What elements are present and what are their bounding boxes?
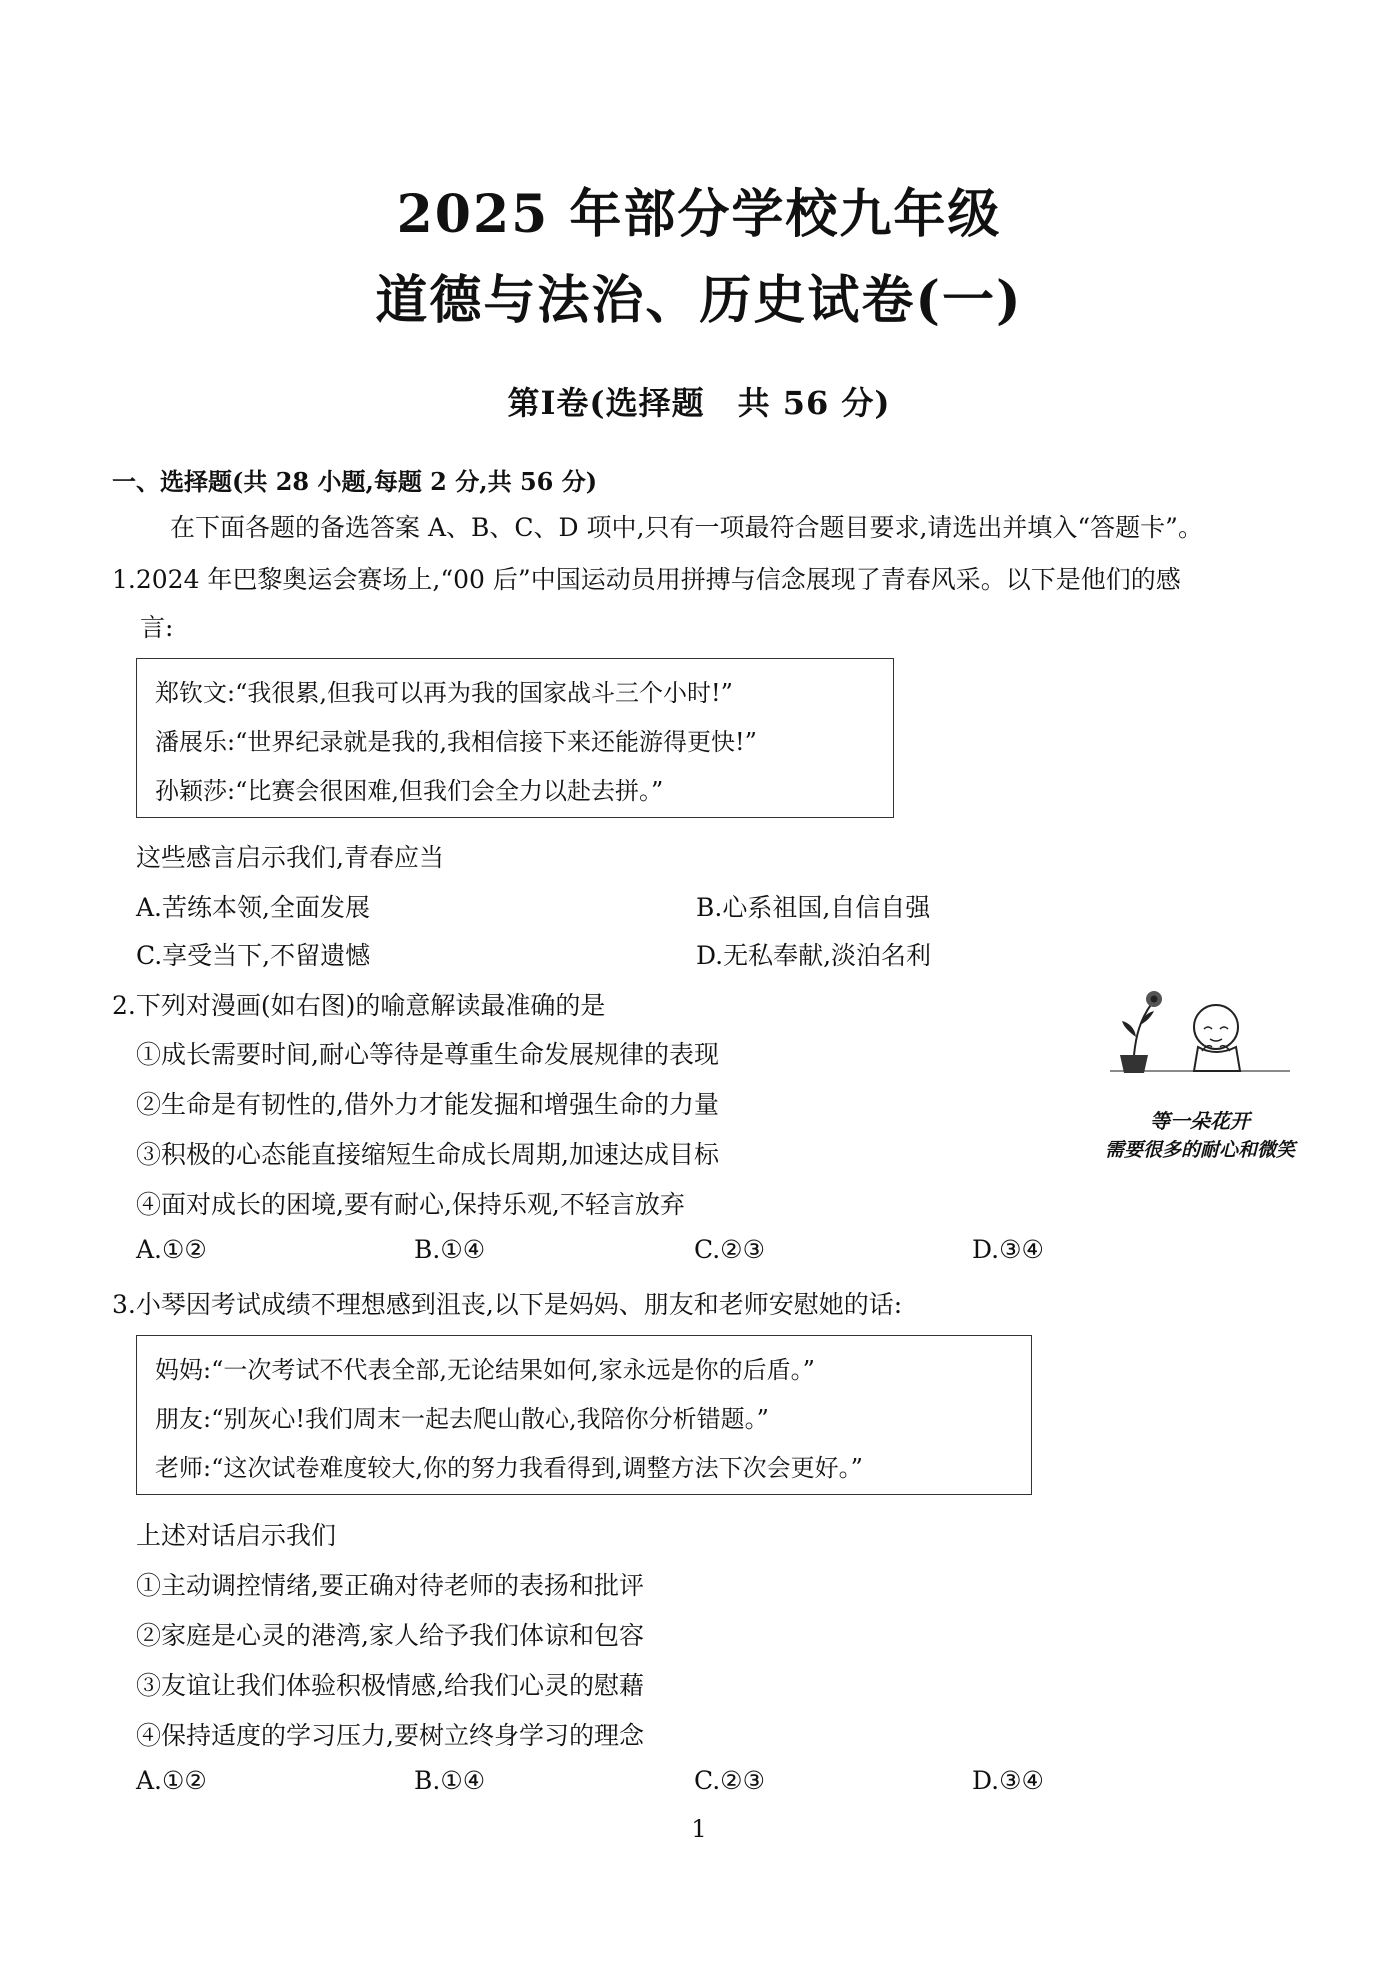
q2-option-a: A.①② [136, 1235, 207, 1264]
q2-option-d: D.③④ [972, 1235, 1044, 1264]
q1-quote-box [136, 658, 894, 818]
q2-item-2: ②生命是有韧性的,借外力才能发掘和增强生命的力量 [136, 1090, 719, 1119]
q1-quote-2: 潘展乐:“世界纪录就是我的,我相信接下来还能游得更快!” [155, 728, 757, 756]
q2-option-c: C.②③ [694, 1235, 766, 1264]
q3-option-b: B.①④ [414, 1766, 486, 1795]
q1-option-b: B.心系祖国,自信自强 [696, 893, 931, 922]
q3-quote-1: 妈妈:“一次考试不代表全部,无论结果如何,家永远是你的后盾。” [155, 1356, 815, 1384]
q3-item-4: ④保持适度的学习压力,要树立终身学习的理念 [136, 1721, 644, 1750]
q3-question: 上述对话启示我们 [136, 1521, 337, 1550]
q3-option-a: A.①② [136, 1766, 207, 1795]
q1-option-c: C.享受当下,不留遗憾 [136, 941, 371, 970]
q2-option-b: B.①④ [414, 1235, 486, 1264]
q3-item-1: ①主动调控情绪,要正确对待老师的表扬和批评 [136, 1571, 644, 1600]
q2-item-3: ③积极的心态能直接缩短生命成长周期,加速达成目标 [136, 1140, 719, 1169]
q3-quote-3: 老师:“这次试卷难度较大,你的努力我看得到,调整方法下次会更好。” [155, 1454, 863, 1482]
q1-option-a: A.苦练本领,全面发展 [136, 893, 370, 922]
q3-quote-2: 朋友:“别灰心!我们周末一起去爬山散心,我陪你分析错题。” [155, 1405, 769, 1433]
exam-title-line1: 2025 年部分学校九年级 [396, 184, 1002, 245]
q1-quote-3: 孙颖莎:“比赛会很困难,但我们会全力以赴去拼。” [155, 777, 664, 805]
q1-stem-line2: 言: [140, 613, 174, 642]
q3-option-d: D.③④ [972, 1766, 1044, 1795]
flower-and-child-illustration [1100, 985, 1300, 1095]
q3-item-2: ②家庭是心灵的港湾,家人给予我们体谅和包容 [136, 1621, 644, 1650]
volume-title: 第Ⅰ卷(选择题 共 56 分) [507, 384, 891, 422]
q3-item-3: ③友谊让我们体验积极情感,给我们心灵的慰藉 [136, 1671, 644, 1700]
flower-cartoon-image [1100, 985, 1300, 1170]
q3-quote-box [136, 1335, 1032, 1495]
page-number: 1 [691, 1815, 707, 1843]
q2-item-4: ④面对成长的困境,要有耐心,保持乐观,不轻言放弃 [136, 1190, 685, 1219]
q3-stem: 3.小琴因考试成绩不理想感到沮丧,以下是妈妈、朋友和老师安慰她的话: [112, 1290, 903, 1319]
cartoon-caption-line2: 需要很多的耐心和微笑 [1104, 1139, 1295, 1161]
q1-option-d: D.无私奉献,淡泊名利 [696, 941, 932, 970]
q1-quote-1: 郑钦文:“我很累,但我可以再为我的国家战斗三个小时!” [155, 679, 733, 707]
exam-title-line2: 道德与法治、历史试卷(一) [375, 270, 1023, 331]
cartoon-caption-line1: 等一朵花开 [1150, 1109, 1250, 1133]
q1-stem-line1: 1.2024 年巴黎奥运会赛场上,“00 后”中国运动员用拼搏与信念展现了青春风采。以下是他们的感 [112, 565, 1181, 594]
section-instruction: 在下面各题的备选答案 A、B、C、D 项中,只有一项最符合题目要求,请选出并填入“答题卡”。 [170, 513, 1203, 542]
q2-item-1: ①成长需要时间,耐心等待是尊重生命发展规律的表现 [136, 1040, 719, 1069]
q2-stem: 2.下列对漫画(如右图)的喻意解读最准确的是 [112, 991, 606, 1020]
q3-option-c: C.②③ [694, 1766, 766, 1795]
section-heading: 一、选择题(共 28 小题,每题 2 分,共 56 分) [112, 467, 598, 496]
q1-question: 这些感言启示我们,青春应当 [136, 843, 444, 872]
